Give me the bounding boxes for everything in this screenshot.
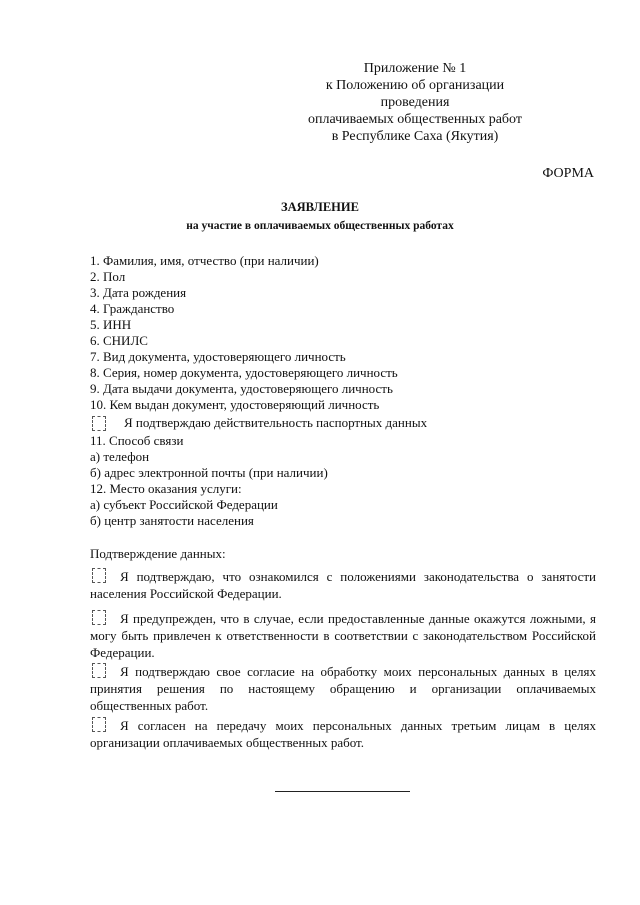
- annex-ref-line: к Положению об организации проведения: [325, 78, 505, 110]
- field-item: 4. Гражданство: [90, 301, 175, 316]
- field-item: б) адрес электронной почты (при наличии): [90, 465, 328, 480]
- field-item: а) субъект Российской Федерации: [90, 497, 278, 512]
- confirmation-checkbox[interactable]: [92, 610, 106, 625]
- field-item: 5. ИНН: [90, 317, 132, 332]
- field-item: б) центр занятости населения: [90, 513, 254, 528]
- signature-line[interactable]: [275, 791, 410, 792]
- annex-ref-line: оплачиваемых общественных работ: [308, 112, 522, 127]
- confirmation-text: Я подтверждаю, что ознакомился с положениями законодательства о занятости населения Российской Федерации.: [90, 569, 596, 601]
- field-item: 9. Дата выдачи документа, удостоверяющего личность: [90, 381, 393, 396]
- field-item: 8. Серия, номер документа, удостоверяющего личность: [90, 365, 398, 380]
- confirmation-item: [90, 717, 596, 751]
- confirmation-item: [90, 610, 596, 661]
- annex-header: [300, 60, 530, 145]
- passport-confirm-row: [90, 413, 600, 433]
- confirmation-text: Я подтверждаю свое согласие на обработку моих персональных данных в целях принятия решения по настоящему обращению и организации оплачиваемых общественных работ.: [90, 664, 596, 713]
- fields-list: [90, 253, 600, 529]
- field-item: 3. Дата рождения: [90, 285, 187, 300]
- field-item: 7. Вид документа, удостоверяющего личность: [90, 349, 346, 364]
- annex-ref-line: в Республике Саха (Якутия): [331, 129, 499, 144]
- confirmation-checkbox[interactable]: [92, 717, 106, 732]
- form-label: ФОРМА: [542, 166, 594, 181]
- confirmation-text: Я предупрежден, что в случае, если предоставленные данные окажутся ложными, я могу быть привлечен к ответственности в соответствии с законодательством Российской Федерации.: [90, 611, 596, 660]
- field-item: 1. Фамилия, имя, отчество (при наличии): [90, 253, 319, 268]
- field-item: 6. СНИЛС: [90, 333, 148, 348]
- field-item: 2. Пол: [90, 269, 126, 284]
- document-title: ЗАЯВЛЕНИЕ: [281, 200, 359, 214]
- field-item: 12. Место оказания услуги:: [90, 481, 242, 496]
- confirmation-item: [90, 663, 596, 714]
- passport-confirm-label: Я подтверждаю действительность паспортных данных: [124, 415, 428, 430]
- confirmation-item: [90, 568, 596, 602]
- field-item: 11. Способ связи: [90, 433, 184, 448]
- annex-number: Приложение № 1: [363, 61, 467, 76]
- field-item: 10. Кем выдан документ, удостоверяющий личность: [90, 397, 380, 412]
- confirmation-heading: Подтверждение данных:: [90, 546, 226, 561]
- field-item: а) телефон: [90, 449, 150, 464]
- passport-confirm-checkbox[interactable]: [92, 416, 106, 431]
- confirmation-checkbox[interactable]: [92, 568, 106, 583]
- document-subtitle: на участие в оплачиваемых общественных работах: [186, 220, 454, 232]
- confirmation-checkbox[interactable]: [92, 663, 106, 678]
- confirmation-text: Я согласен на передачу моих персональных данных третьим лицам в целях организации оплачиваемых общественных работ.: [90, 718, 596, 750]
